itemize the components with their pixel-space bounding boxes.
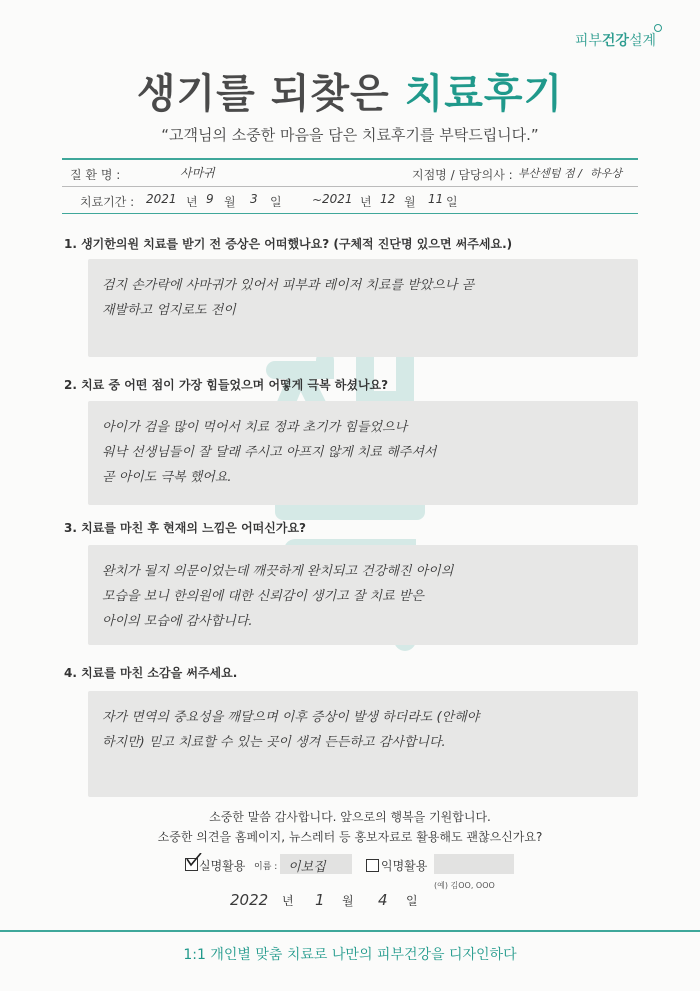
answer-box-3 (88, 545, 638, 645)
brand-logo (575, 30, 656, 50)
title-accent: 치료후기 (404, 71, 564, 117)
end-month: 12 (380, 192, 396, 206)
footer-divider (0, 930, 700, 932)
name-example: (예) 김OO, OOO (434, 881, 495, 890)
question-2: 2. 치료 중 어떤 점이 가장 힘들었으며 어떻게 극복 하셨나요? (64, 378, 389, 392)
month-unit: 월 (404, 195, 416, 209)
anonymous-label: 익명활용 (381, 859, 428, 873)
end-day: 11 (428, 192, 444, 206)
start-year: 2021 (146, 192, 177, 206)
answer-box-1 (88, 259, 638, 357)
day-unit: 일 (270, 195, 282, 209)
divider (62, 186, 638, 187)
end-year: 2021 (322, 192, 353, 206)
signed-year-unit: 년 (282, 894, 294, 908)
real-name-label: 실명활용 (199, 859, 246, 873)
signed-day-unit: 일 (406, 894, 418, 908)
answer-box-2 (88, 401, 638, 505)
question-4: 4. 치료를 마친 소감을 써주세요. (64, 666, 238, 680)
answer-2: 아이가 검을 많이 먹어서 치료 정과 초기가 힘들었으나 워낙 선생님들이 잘 달래 주시고 아프지 않게 치료 해주셔서 곧 아이도 극복 했어요. (102, 420, 437, 485)
year-unit: 년 (360, 195, 372, 209)
page-subtitle: “고객님의 소중한 마음을 담은 치료후기를 부탁드립니다.” (161, 126, 539, 144)
answer-3: 완치가 될지 의문이었는데 깨끗하게 완치되고 건강해진 아이의 모습을 보니 한의원에 대한 신뢰감이 생기고 잘 치료 받은 아이의 모습에 감사합니다. (102, 564, 454, 629)
day-unit: 일 (446, 195, 458, 209)
name-value: 이보집 (288, 860, 326, 875)
brand-text-bold: 건강 (601, 33, 629, 49)
title-dark: 생기를 되찾은 (136, 71, 390, 117)
disease-value: 사마귀 (180, 166, 215, 180)
month-unit: 월 (224, 195, 236, 209)
disease-label: 질 환 명 : (70, 168, 121, 182)
start-day: 3 (250, 192, 258, 206)
anonymous-name-field[interactable] (434, 854, 514, 874)
anonymous-checkbox[interactable] (366, 859, 379, 872)
footer-slogan: 1:1 개인별 맞춤 치료로 나만의 피부건강을 디자인하다 (183, 947, 517, 963)
brand-text-plain: 피부 (574, 33, 602, 49)
page-title (0, 62, 700, 119)
answer-4: 자가 면역의 중요성을 깨달으며 이후 증상이 발생 하더라도 (안해야 하지만) 믿고 치료할 수 있는 곳이 생겨 든든하고 감사합니다. (102, 710, 480, 750)
brand-text-rest: 설계 (628, 33, 656, 49)
question-1: 1. 생기한의원 치료를 받기 전 증상은 어떠했나요? (구체적 진단명 있으면 써주세요.) (64, 237, 513, 251)
consent-thanks: 소중한 말씀 감사합니다. 앞으로의 행복을 기원합니다. (209, 810, 491, 824)
answer-box-4 (88, 691, 638, 797)
brand-dot-icon (654, 24, 662, 32)
divider (62, 213, 638, 214)
real-name-checkbox[interactable] (185, 858, 198, 871)
consent-question: 소중한 의견을 홈페이지, 뉴스레터 등 홍보자료로 활용해도 괜찮으신가요? (157, 830, 543, 844)
doctor-value: 하우상 (590, 167, 622, 180)
name-field[interactable] (280, 854, 352, 874)
answer-1: 검지 손가락에 사마귀가 있어서 피부과 레이저 치료를 받았으나 곧 재발하고 엄지로도 전이 (102, 278, 475, 318)
branch-label: 지점명 / 담당의사 : (412, 168, 513, 182)
signed-month-unit: 월 (342, 894, 354, 908)
start-month: 9 (206, 192, 214, 206)
branch-value: 부산센텀 점 / (518, 167, 582, 180)
question-3: 3. 치료를 마친 후 현재의 느낌은 어떠신가요? (64, 521, 307, 535)
year-unit: 년 (186, 195, 198, 209)
signed-day: 4 (378, 891, 388, 909)
tilde: ~ (312, 193, 323, 207)
period-label: 치료기간 : (80, 195, 135, 209)
name-label: 이름 : (254, 862, 278, 872)
signed-month: 1 (315, 891, 325, 909)
divider (62, 158, 638, 160)
signed-year: 2022 (230, 891, 269, 909)
